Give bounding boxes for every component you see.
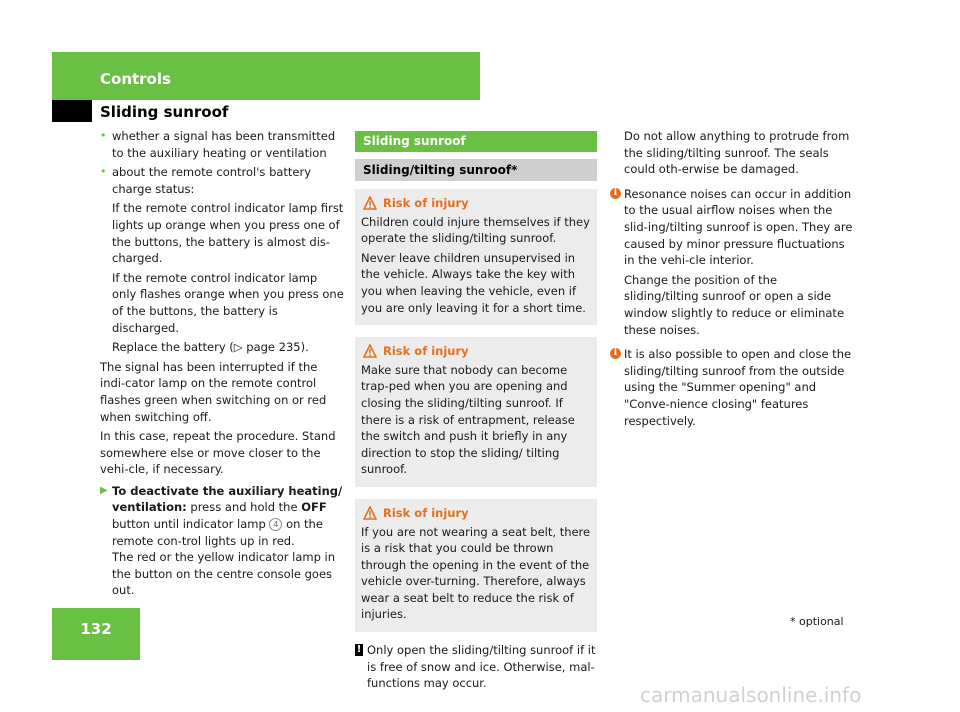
warning-text: If you are not wearing a seat belt, there is a risk that you could be thrown through the opening in the event of the vehicle over-turning. Therefore, always wear a seat belt to reduce the risk of injuries. [361,524,591,622]
note-item: ! Only open the sliding/tilting sunroof if it is free of snow and ice. Otherwise, mal-functions may occur. [356,643,596,691]
paragraph: Do not allow anything to protrude from the sliding/tilting sunroof. The seals could oth-erwise be damaged. [624,129,850,177]
warning-box [355,499,597,632]
info-subtext: Change the position of the sliding/tilting sunroof or open a side window slightly to reduce or eliminate these noises. [624,272,845,337]
off-button-label: OFF [301,500,327,515]
chapter-title: Controls [100,70,171,88]
paragraph: In this case, repeat the procedure. Stand somewhere else or move closer to the vehi-cle, if necessary. [100,429,336,477]
info-item: i Resonance noises can occur in addition to the usual airflow noises when the slid-ing/tilting sunroof is open. They are caused by minor pressure fluctuations in the vehi-cle interior. [610,186,855,269]
paragraph: The signal has been interrupted if the indi-cator lamp on the remote control flashes green when switching on or red when switching off. [100,359,327,424]
bullet-item: • about the remote control's battery charge status: [100,164,344,197]
warning-title: Risk of injury [383,505,469,520]
exclamation-icon: ! [356,644,362,656]
section-marker [52,100,92,122]
info-item: i It is also possible to open and close the sliding/tilting sunroof from the outside using the "Summer opening" and "Conve-nience closing" features respectively. [610,346,855,429]
column-middle [355,128,597,695]
page-number: 132 [80,620,112,638]
warning-box [355,189,597,325]
info-icon: i [610,348,621,359]
column-right [610,128,855,432]
warning-triangle-icon [363,506,377,520]
instruction-step: ▶ To deactivate the auxiliary heating/ ventilation: press and hold the OFF button until indicator lamp 4 on the remote con-trol lights up in red. The red or the yellow indicator lamp in the button on the centre console goes out. [100,483,343,598]
warning-triangle-icon [363,344,377,358]
info-icon: i [610,188,621,199]
bullet-subtext: If the remote control indicator lamp only flashes orange when you press one of the buttons, the battery is discharged. [112,270,344,335]
arrow-right-icon: ▶ [100,484,108,496]
step-heading: To deactivate the auxiliary heating/ ventilation: [112,483,343,515]
warning-text: Children could injure themselves if they operate the sliding/tilting sunroof. [361,214,590,246]
section-band: Sliding sunroof [355,131,597,152]
warning-title: Risk of injury [383,344,469,359]
section-title: Sliding sunroof [100,103,229,121]
page-reference: Replace the battery (▷ page 235). [112,340,309,355]
warning-box [355,337,597,487]
warning-triangle-icon [363,196,377,210]
indicator-lamp-number: 4 [269,518,282,531]
bullet-item: • whether a signal has been transmitted to the auxiliary heating or ventilation [100,128,344,161]
optional-footnote: * optional [790,615,844,628]
subsection-band: Sliding/tilting sunroof* [355,159,597,181]
warning-title: Risk of injury [383,196,469,210]
column-left [100,128,344,602]
watermark: carmanualsonline.info [640,683,862,707]
warning-text: Never leave children unsupervised in the vehicle. Always take the key with you when leaving the vehicle, even if you are only leaving it for a short time. [361,250,586,315]
bullet-subtext: If the remote control indicator lamp first lights up orange when you press one of the buttons, the battery is almost dis-charged. [112,201,344,266]
warning-text: Make sure that nobody can become trap-ped when you are opening and closing the sliding/tilting sunroof. If there is a risk of entrapment, release the switch and push it briefly in any direction to stop the sliding/ tilting sunroof. [361,362,575,477]
